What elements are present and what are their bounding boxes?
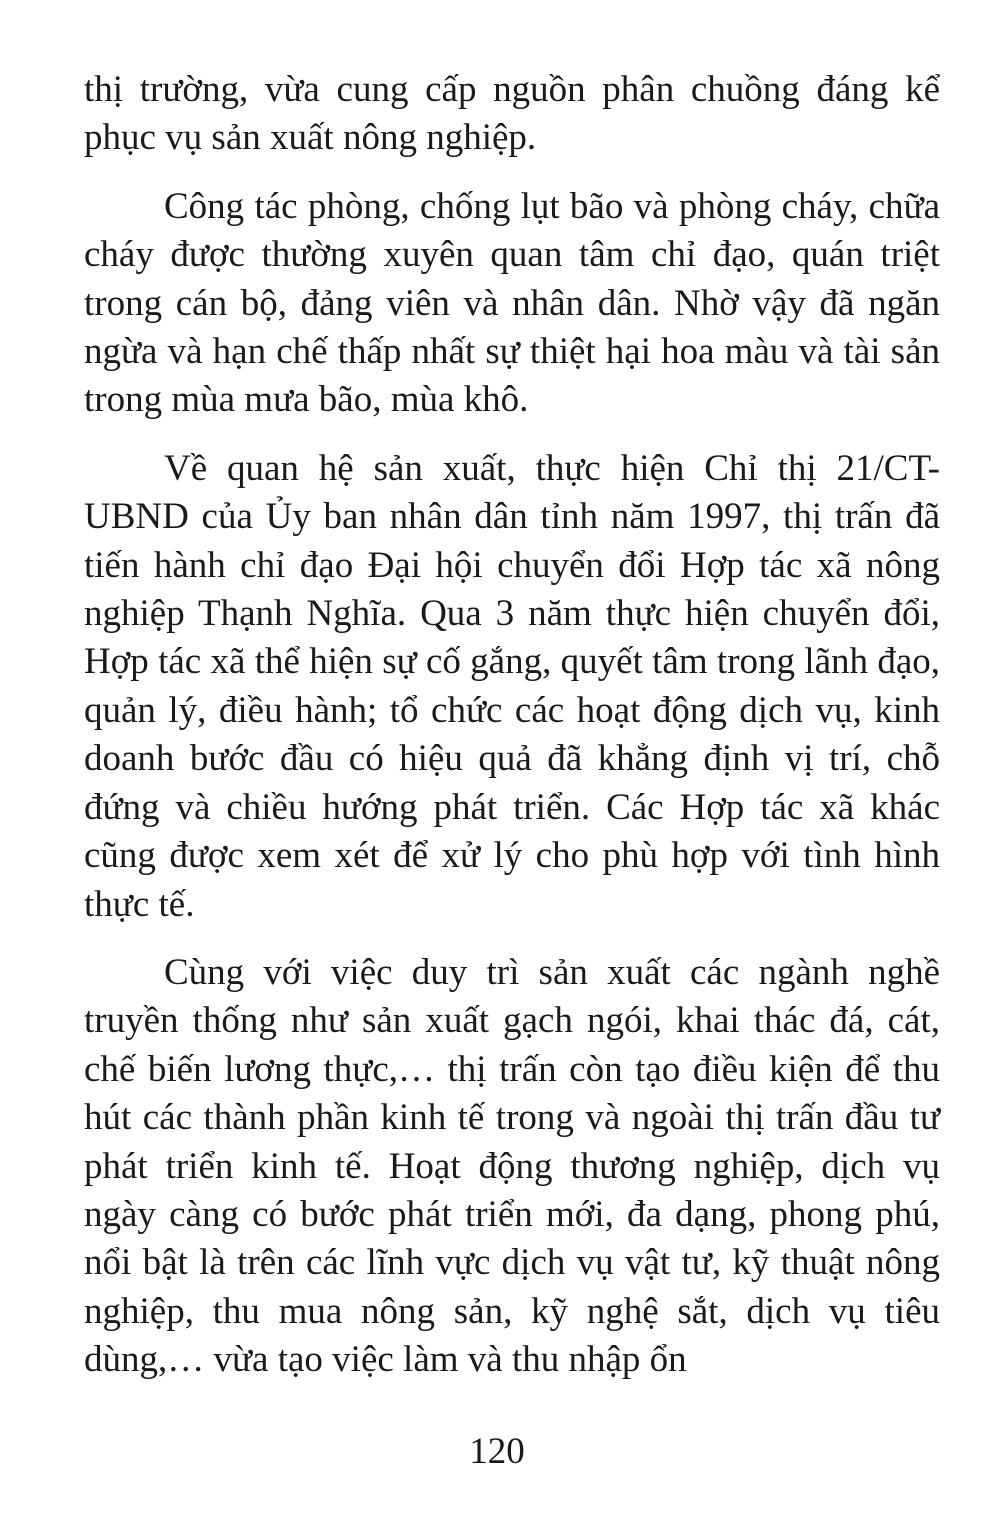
paragraph-production-relations: Về quan hệ sản xuất, thực hiện Chỉ thị 21/CT-UBND của Ủy ban nhân dân tỉnh năm 1997, thị trấn đã tiến hành chỉ đạo Đại hội chuyển đổi Hợp tác xã nông nghiệp Thạnh Nghĩa. Qua 3 năm thực hiện chuyển đổi, Hợp tác xã thể hiện sự cố gắng, quyết tâm trong lãnh đạo, quản lý, điều hành; tổ chức các hoạt động dịch vụ, kinh doanh bước đầu có hiệu quả đã khẳng định vị trí, chỗ đứng và chiều hướng phát triển. Các Hợp tác xã khác cũng được xem xét để xử lý cho phù hợp với tình hình thực tế. bbox=[84, 447, 940, 925]
paragraph-continued: thị trường, vừa cung cấp nguồn phân chuồng đáng kể phục vụ sản xuất nông nghiệp. bbox=[84, 69, 940, 159]
paragraph-flood-fire-prevention: Công tác phòng, chống lụt bão và phòng cháy, chữa cháy được thường xuyên quan tâm chỉ đạo, quán triệt trong cán bộ, đảng viên và nhân dân. Nhờ vậy đã ngăn ngừa và hạn chế thấp nhất sự thiệt hại hoa màu và tài sản trong mùa mưa bão, mùa khô. bbox=[84, 185, 940, 421]
page-number: 120 bbox=[469, 1431, 525, 1472]
paragraph-traditional-trades: Cùng với việc duy trì sản xuất các ngành nghề truyền thống như sản xuất gạch ngói, khai thác đá, cát, chế biến lương thực,… thị trấn còn tạo điều kiện để thu hút các thành phần kinh tế trong và ngoài thị trấn đầu tư phát triển kinh tế. Hoạt động thương nghiệp, dịch vụ ngày càng có bước phát triển mới, đa dạng, phong phú, nổi bật là trên các lĩnh vực dịch vụ vật tư, kỹ thuật nông nghiệp, thu mua nông sản, kỹ nghệ sắt, dịch vụ tiêu dùng,… vừa tạo việc làm và thu nhập ổn bbox=[84, 951, 940, 1381]
body-text bbox=[84, 66, 940, 1385]
